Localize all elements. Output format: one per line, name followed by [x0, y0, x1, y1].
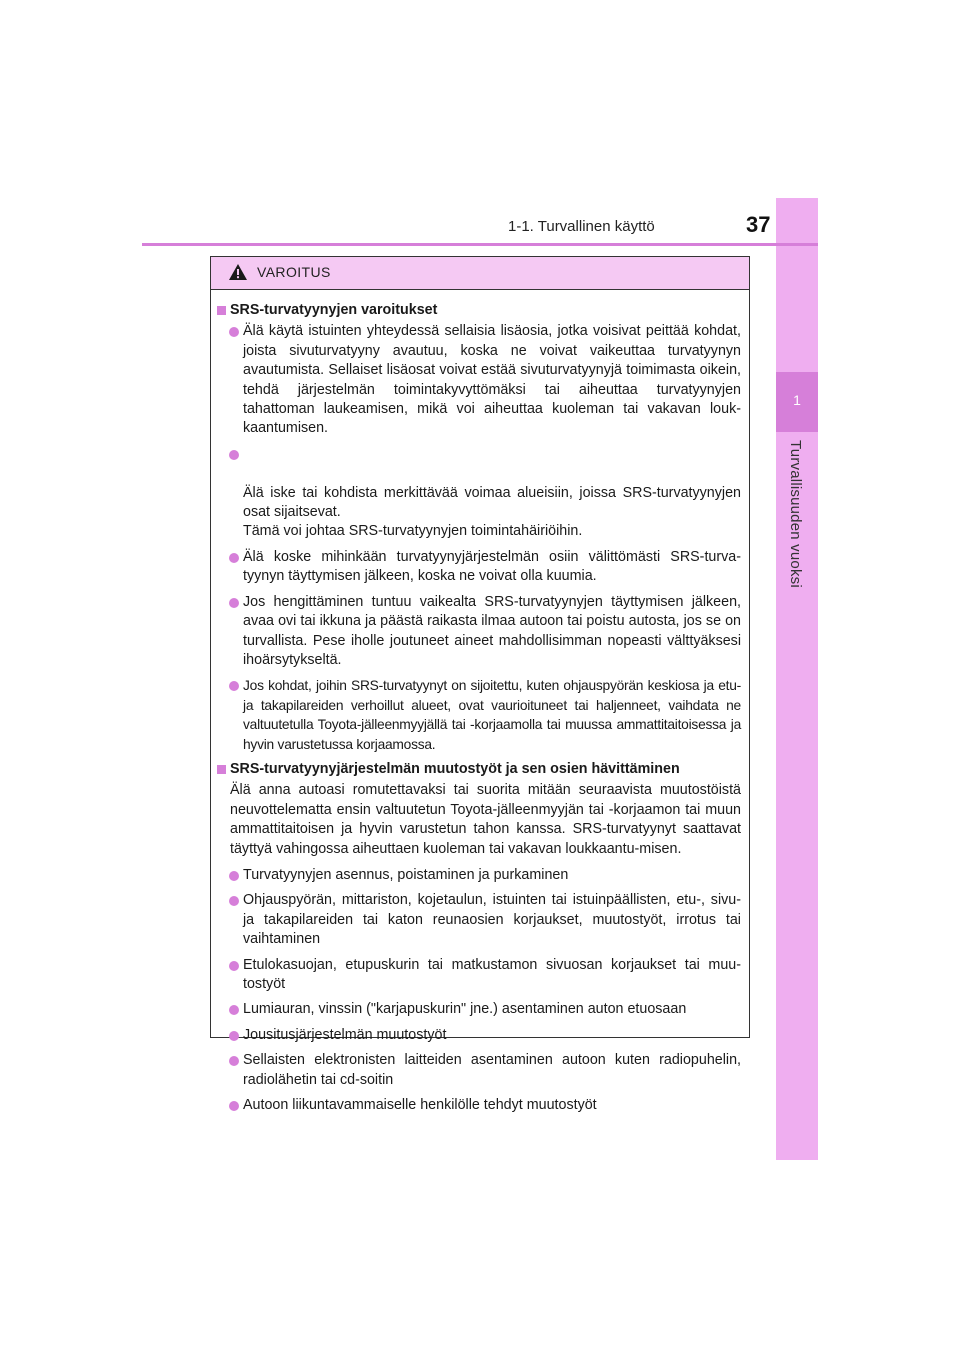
section-heading	[216, 760, 741, 779]
warning-header	[211, 257, 749, 290]
list-item-text: Jousitusjärjestelmän muutostyöt	[243, 1026, 447, 1043]
list-item	[216, 1051, 741, 1090]
section-heading-text: SRS-turvatyynyjärjestelmän muutostyöt ja sen osien hävittäminen	[230, 760, 680, 777]
page-number: 37	[746, 212, 771, 237]
header-rule	[142, 243, 818, 246]
list-item-text: Turvatyynyjen asennus, poistaminen ja purkaminen	[243, 866, 569, 883]
list-item-text: Autoon liikuntavammaiselle henkilölle tehdyt muutostyöt	[243, 1097, 597, 1114]
warning-label: VAROITUS	[257, 264, 331, 280]
intro-paragraph: Älä anna autoasi romutettavaksi tai suorita mitään seuraavista muutostöistä neuvottelematta ensin valtuutetun Toyota-jälleenmyyjän tai -korjaamon tai muun ammattitaitoisen ja hyvin varustetun tahon kanssa. SRS-turvatyynyt saattavat täyttyä vahingossa aiheuttaen kuoleman tai vakavan loukkaantu-misen.	[230, 782, 741, 857]
section-heading-text: SRS-turvatyynyjen varoitukset	[230, 302, 438, 318]
round-bullet-icon	[229, 450, 239, 460]
round-bullet-icon	[229, 1101, 239, 1111]
warning-triangle-icon	[228, 263, 248, 281]
list-item	[216, 956, 741, 995]
list-item-text: Jos kohdat, joihin SRS-turvatyynyt on sijoitettu, kuten ohjauspyörän keskiosa ja etu- ja takapilareiden verhoillut alueet, ovat vaurioituneet tai haljenneet, vaihdata ne valtuutetulla Toyota-jälleenmyyjällä tai -korjaamolla tai muussa ammattitaitoisessa ja hyvin varustetussa korjaamossa.	[243, 678, 741, 752]
list-item-text: Lumiauran, vinssin ("karjapuskurin" jne.) asentaminen auton etuosaan	[243, 1001, 687, 1018]
list-item	[216, 1096, 741, 1115]
chapter-number: 1	[793, 392, 801, 408]
round-bullet-icon	[229, 681, 239, 691]
list-item-text: Älä iske tai kohdista merkittävää voimaa alueisiin, joissa SRS-turvatyynyjen osat sijaitsevat. Tämä voi johtaa SRS-turvatyynyjen toimintahäiriöihin.	[243, 484, 741, 540]
round-bullet-icon	[229, 1056, 239, 1066]
list-item	[216, 891, 741, 949]
list-item-text: Älä käytä istuinten yhteydessä sellaisia lisäosia, jotka voisivat peittää kohdat, joista sivuturvatyyny avautuu, koska ne voivat vaikeuttaa turvatyynyn avautumista. Sellaiset lisäosat voivat estää sivuturvatyynyjä toimimasta oikein, tehdä järjestelmän toimintakyvyttömäksi tai aiheuttaa turvatyynyjen tahattoman laukeamisen, mikä voi aiheuttaa kuoleman tai vakavan louk-kaantumisen.	[243, 323, 741, 437]
round-bullet-icon	[229, 553, 239, 563]
square-bullet-icon	[217, 765, 226, 774]
list-item	[216, 866, 741, 885]
warning-body	[211, 290, 749, 1115]
round-bullet-icon	[229, 598, 239, 608]
round-bullet-icon	[229, 327, 239, 337]
round-bullet-icon	[229, 961, 239, 971]
list-item-text: Jos hengittäminen tuntuu vaikealta SRS-turvatyynyjen täyttymisen jälkeen, avaa ovi tai ikkuna ja päästä raikasta ilmaa autoon tai poistu autosta, jos se on turvallista. Pese iholle joutuneet aineet mahdollisimman nopeasti välttyäksesi ihoärsytykseltä.	[243, 593, 741, 668]
round-bullet-icon	[229, 896, 239, 906]
list-item	[216, 548, 741, 587]
section-title: 1-1. Turvallinen käyttö	[508, 218, 655, 235]
list-item	[216, 1026, 741, 1045]
square-bullet-icon	[217, 306, 226, 315]
list-item	[216, 445, 741, 542]
list-item	[216, 593, 741, 671]
section-heading	[216, 301, 741, 320]
list-item	[216, 676, 741, 754]
list-item-text: Ohjauspyörän, mittariston, kojetaulun, istuinten tai istuinpäällisten, etu-, sivu- ja takapilareiden tai katon reunaosien korjaukset, muutostyöt, irrotus tai vaihtaminen	[243, 892, 741, 948]
list-item	[216, 1000, 741, 1019]
round-bullet-icon	[229, 871, 239, 881]
list-item	[216, 322, 741, 438]
round-bullet-icon	[229, 1031, 239, 1041]
list-item-text: Sellaisten elektronisten laitteiden asentaminen autoon kuten radiopuhelin, radiolähetin tai cd-soitin	[243, 1052, 741, 1088]
round-bullet-icon	[229, 1005, 239, 1015]
chapter-title: Turvallisuuden vuoksi	[787, 440, 804, 588]
warning-box	[210, 256, 750, 1114]
list-item-text: Älä koske mihinkään turvatyynyjärjestelmän osiin välittömästi SRS-turva-tyynyn täyttymisen jälkeen, koska ne voivat olla kuumia.	[243, 548, 741, 585]
list-item-text: Etulokasuojan, etupuskurin tai matkustamon sivuosan korjaukset tai muu-tostyöt	[243, 956, 741, 992]
chapter-side-tab	[776, 198, 818, 1160]
